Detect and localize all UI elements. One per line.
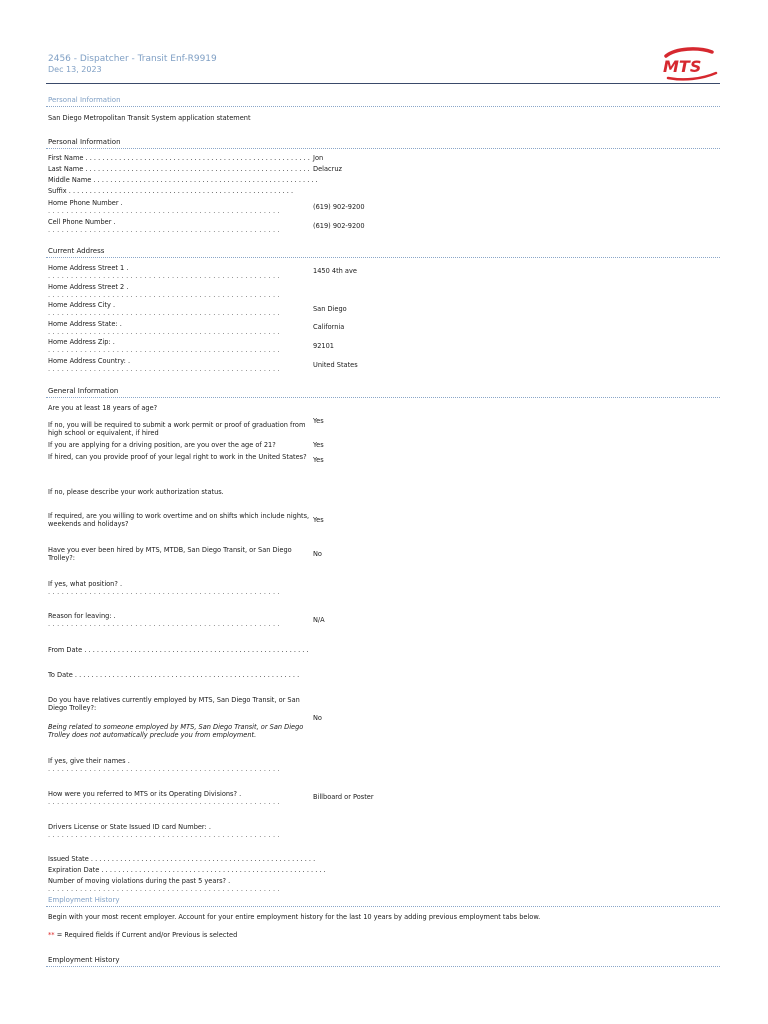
suffix-label: Suffix . . . . . . . . . . . . . . . . . . . . . . . . . . . . . . . . . . . . . . . . . . . . . . . . . . . . . . xyxy=(48,187,294,195)
question-overtime: If required, are you willing to work overtime and on shifts which include nights, weekends and holidays? xyxy=(48,512,310,528)
question-hired-before: Have you ever been hired by MTS, MTDB, San Diego Transit, or San Diego Trolley?: xyxy=(48,546,292,562)
question-work-authorization: If no, please describe your work authorization status. xyxy=(48,488,224,496)
leader-dots: . . . . . . . . . . . . . . . . . . . . . . . . . . . . . . . . . . . . . . . . . . . . . . . . . . . xyxy=(48,365,280,373)
employment-intro: Begin with your most recent employer. Account for your entire employment history for the last 10 years by adding previous employment tabs below. xyxy=(48,913,541,921)
city-label: Home Address City . xyxy=(48,301,116,309)
last-name-value: Delacruz xyxy=(313,165,342,173)
leader-dots: . . . . . . . . . . . . . . . . . . . . . . . . . . . . . . . . . . . . . . . . . . . . . . . . . . . xyxy=(48,765,280,773)
section-personal-information: Personal Information xyxy=(48,96,121,104)
application-statement: San Diego Metropolitan Transit System application statement xyxy=(48,114,251,122)
country-value: United States xyxy=(313,361,358,369)
divider xyxy=(46,397,720,398)
zip-label: Home Address Zip: . xyxy=(48,338,115,346)
answer-work-permit: Yes xyxy=(313,417,324,425)
logo-text: MTS xyxy=(663,57,702,76)
zip-value: 92101 xyxy=(313,342,334,350)
subsection-personal-information: Personal Information xyxy=(48,138,121,146)
question-referral: How were you referred to MTS or its Operating Divisions? . xyxy=(48,790,242,798)
country-label: Home Address Country: . xyxy=(48,357,131,365)
home-phone-value: (619) 902-9200 xyxy=(313,203,365,211)
question-age: Are you at least 18 years of age? xyxy=(48,404,158,412)
cell-phone-value: (619) 902-9200 xyxy=(313,222,365,230)
subsection-current-address: Current Address xyxy=(48,247,105,255)
divider xyxy=(46,257,720,258)
to-date-label: To Date . . . . . . . . . . . . . . . . . . . . . . . . . . . . . . . . . . . . . . . . . . . . . . . . . . . . . . xyxy=(48,671,300,679)
home-phone-label: Home Phone Number . xyxy=(48,199,123,207)
question-relatives: Do you have relatives currently employed by MTS, San Diego Transit, or San Diego Trolley?: xyxy=(48,696,300,712)
city-value: San Diego xyxy=(313,305,347,313)
section-employment-history: Employment History xyxy=(48,896,120,904)
answer-referral: Billboard or Poster xyxy=(313,793,374,801)
document-title: 2456 - Dispatcher - Transit Enf-R9919 xyxy=(48,54,217,64)
answer-overtime: Yes xyxy=(313,516,324,524)
street2-label: Home Address Street 2 . xyxy=(48,283,129,291)
answer-driving-age: Yes xyxy=(313,441,324,449)
answer-hired-before: No xyxy=(313,550,322,558)
leader-dots: . . . . . . . . . . . . . . . . . . . . . . . . . . . . . . . . . . . . . . . . . . . . . . . . . . . xyxy=(48,272,280,280)
relatives-note: Being related to someone employed by MTS, San Diego Transit, or San Diego Trolley does not automatically preclude you from employment. xyxy=(48,723,304,739)
divider xyxy=(46,148,720,149)
question-moving-violations: Number of moving violations during the past 5 years? . xyxy=(48,877,231,885)
answer-relatives: No xyxy=(313,714,322,722)
leader-dots: . . . . . . . . . . . . . . . . . . . . . . . . . . . . . . . . . . . . . . . . . . . . . . . . . . . xyxy=(48,798,280,806)
subsection-employment-history: Employment History xyxy=(48,956,120,964)
cell-phone-label: Cell Phone Number . xyxy=(48,218,116,226)
leader-dots: . . . . . . . . . . . . . . . . . . . . . . . . . . . . . . . . . . . . . . . . . . . . . . . . . . . xyxy=(48,291,280,299)
leader-dots: . . . . . . . . . . . . . . . . . . . . . . . . . . . . . . . . . . . . . . . . . . . . . . . . . . . xyxy=(48,346,280,354)
divider xyxy=(46,106,720,107)
subsection-general-information: General Information xyxy=(48,387,119,395)
state-label: Home Address State: . xyxy=(48,320,122,328)
answer-reason-leaving: N/A xyxy=(313,616,325,624)
question-relative-names: If yes, give their names . xyxy=(48,757,130,765)
question-work-permit: If no, you will be required to submit a work permit or proof of graduation from high school or equivalent, if hired xyxy=(48,421,306,437)
state-value: California xyxy=(313,323,345,331)
question-driving-age: If you are applying for a driving position, are you over the age of 21? xyxy=(48,441,276,449)
issued-state-label: Issued State . . . . . . . . . . . . . . . . . . . . . . . . . . . . . . . . . . . . . . . . . . . . . . . . . . . . . . xyxy=(48,855,316,863)
from-date-label: From Date . . . . . . . . . . . . . . . . . . . . . . . . . . . . . . . . . . . . . . . . . . . . . . . . . . . . . . xyxy=(48,646,309,654)
question-license-number: Drivers License or State Issued ID card Number: . xyxy=(48,823,211,831)
divider xyxy=(46,966,720,967)
street1-label: Home Address Street 1 . xyxy=(48,264,129,272)
leader-dots: . . . . . . . . . . . . . . . . . . . . . . . . . . . . . . . . . . . . . . . . . . . . . . . . . . . xyxy=(48,309,280,317)
first-name-value: Jon xyxy=(313,154,324,162)
first-name-label: First Name . . . . . . . . . . . . . . . . . . . . . . . . . . . . . . . . . . . . . . . . . . . . . . . . . . . . . . xyxy=(48,154,310,162)
leader-dots: . . . . . . . . . . . . . . . . . . . . . . . . . . . . . . . . . . . . . . . . . . . . . . . . . . . xyxy=(48,885,280,893)
mts-logo xyxy=(658,47,720,81)
leader-dots: . . . . . . . . . . . . . . . . . . . . . . . . . . . . . . . . . . . . . . . . . . . . . . . . . . . xyxy=(48,831,280,839)
required-marker: ** xyxy=(48,931,55,939)
divider xyxy=(46,906,720,907)
leader-dots: . . . . . . . . . . . . . . . . . . . . . . . . . . . . . . . . . . . . . . . . . . . . . . . . . . . xyxy=(48,328,280,336)
header-divider xyxy=(46,83,720,84)
last-name-label: Last Name . . . . . . . . . . . . . . . . . . . . . . . . . . . . . . . . . . . . . . . . . . . . . . . . . . . . . . xyxy=(48,165,310,173)
question-legal-right: If hired, can you provide proof of your legal right to work in the United States? xyxy=(48,453,307,461)
required-fields-note: ** = Required fields if Current and/or Previous is selected xyxy=(48,931,238,939)
question-position: If yes, what position? . xyxy=(48,580,123,588)
question-reason-leaving: Reason for leaving: . xyxy=(48,612,116,620)
expiration-date-label: Expiration Date . . . . . . . . . . . . . . . . . . . . . . . . . . . . . . . . . . . . . . . . . . . . . . . . . . . . . . xyxy=(48,866,326,874)
answer-legal-right: Yes xyxy=(313,456,324,464)
street1-value: 1450 4th ave xyxy=(313,267,357,275)
leader-dots: . . . . . . . . . . . . . . . . . . . . . . . . . . . . . . . . . . . . . . . . . . . . . . . . . . . xyxy=(48,226,280,234)
middle-name-label: Middle Name . . . . . . . . . . . . . . . . . . . . . . . . . . . . . . . . . . . . . . . . . . . . . . . . . . . . . . xyxy=(48,176,318,184)
leader-dots: . . . . . . . . . . . . . . . . . . . . . . . . . . . . . . . . . . . . . . . . . . . . . . . . . . . xyxy=(48,588,280,596)
document-date: Dec 13, 2023 xyxy=(48,65,102,74)
leader-dots: . . . . . . . . . . . . . . . . . . . . . . . . . . . . . . . . . . . . . . . . . . . . . . . . . . . xyxy=(48,620,280,628)
leader-dots: . . . . . . . . . . . . . . . . . . . . . . . . . . . . . . . . . . . . . . . . . . . . . . . . . . . xyxy=(48,207,280,215)
